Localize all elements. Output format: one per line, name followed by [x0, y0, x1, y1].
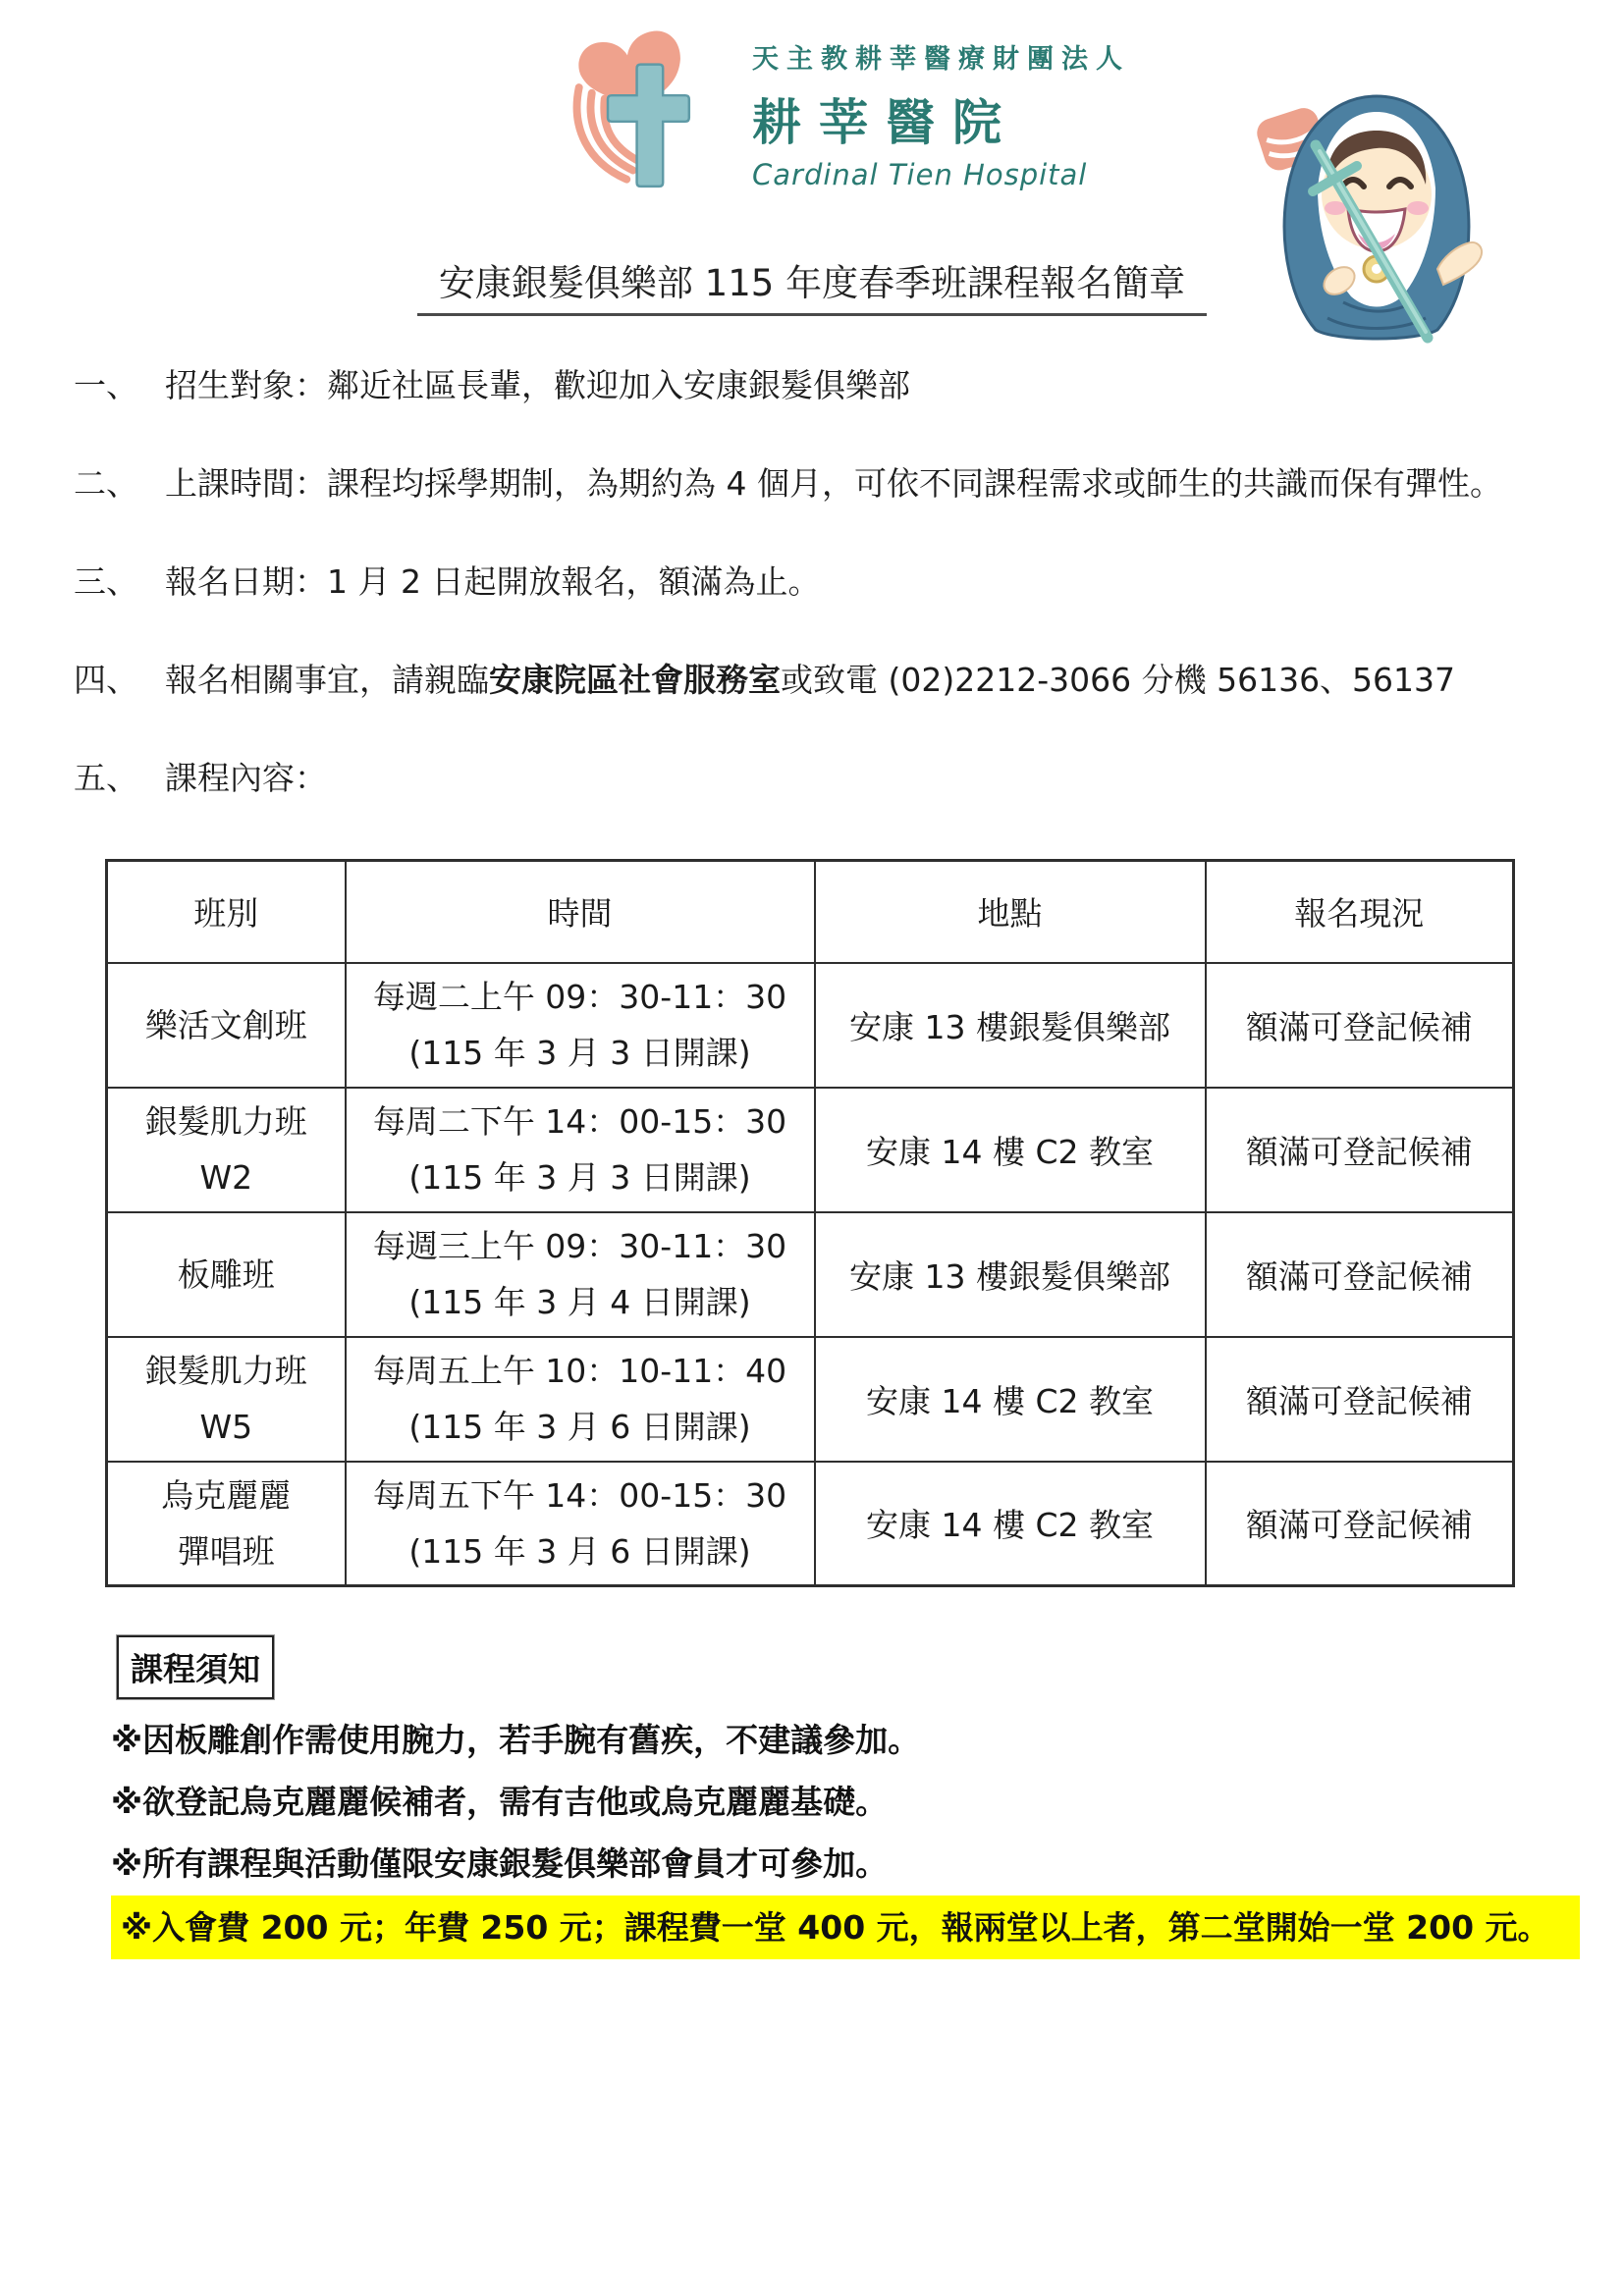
- table-row: [107, 963, 1514, 1088]
- column-header-location: 地點: [815, 861, 1206, 963]
- time-cell: 每周五上午 10：10-11：40 (115 年 3 月 6 日開課): [346, 1337, 815, 1462]
- location-cell: 安康 13 樓銀髮俱樂部: [815, 963, 1206, 1088]
- time-cell: 每週三上午 09：30-11：30 (115 年 3 月 4 日開課): [346, 1212, 815, 1337]
- org-foundation-name: 天主教耕莘醫療財團法人: [752, 44, 1130, 75]
- fee-highlight: ※入會費 200 元；年費 250 元；課程費一堂 400 元，報兩堂以上者，第二堂開始一堂 200 元。: [111, 1896, 1580, 1959]
- item-number: 四、: [74, 660, 138, 699]
- item-number: 二、: [74, 463, 138, 503]
- column-header-time: 時間: [346, 861, 815, 963]
- item-text: 報名日期：1 月 2 日起開放報名，額滿為止。: [165, 561, 821, 601]
- note-line: ※因板雕創作需使用腕力，若手腕有舊疾，不建議參加。: [111, 1721, 921, 1759]
- info-list: [74, 365, 1605, 855]
- bold-office-name: 安康院區社會服務室: [489, 660, 781, 699]
- item-number: 三、: [74, 561, 138, 601]
- status-cell: 額滿可登記候補: [1206, 1462, 1514, 1586]
- table-header-row: [107, 861, 1514, 963]
- status-cell: 額滿可登記候補: [1206, 963, 1514, 1088]
- time-cell: 每週二上午 09：30-11：30 (115 年 3 月 3 日開課): [346, 963, 815, 1088]
- item-text: 上課時間：課程均採學期制，為期約為 4 個月，可依不同課程需求或師生的共識而保有彈性。: [165, 463, 1502, 503]
- time-cell: 每周二下午 14：00-15：30 (115 年 3 月 3 日開課): [346, 1088, 815, 1212]
- list-item: [74, 660, 1605, 702]
- item-text: 招生對象：鄰近社區長輩，歡迎加入安康銀髮俱樂部: [165, 366, 910, 404]
- course-notes: [111, 1635, 1586, 1959]
- org-english-name: Cardinal Tien Hospital: [752, 158, 1088, 191]
- org-hospital-name: 耕莘醫院: [752, 94, 1019, 151]
- list-item: [74, 758, 1605, 800]
- status-cell: 額滿可登記候補: [1206, 1088, 1514, 1212]
- hospital-logo: [538, 26, 1130, 192]
- status-cell: 額滿可登記候補: [1206, 1212, 1514, 1337]
- item-number: 一、: [74, 366, 138, 404]
- column-header-class: 班別: [107, 861, 346, 963]
- table-row: [107, 1212, 1514, 1337]
- location-cell: 安康 14 樓 C2 教室: [815, 1337, 1206, 1462]
- time-cell: 每周五下午 14：00-15：30 (115 年 3 月 6 日開課): [346, 1462, 815, 1586]
- location-cell: 安康 14 樓 C2 教室: [815, 1088, 1206, 1212]
- hospital-logo-text: [752, 26, 1130, 191]
- course-table: [105, 859, 1515, 1587]
- location-cell: 安康 13 樓銀髮俱樂部: [815, 1212, 1206, 1337]
- column-header-status: 報名現況: [1206, 861, 1514, 963]
- list-item: [74, 365, 1605, 407]
- list-item: [74, 463, 1605, 506]
- class-name-cell: 樂活文創班: [107, 963, 346, 1088]
- notes-box-title: 課程須知: [117, 1635, 274, 1699]
- class-name-cell: 烏克麗麗 彈唱班: [107, 1462, 346, 1586]
- note-line: ※所有課程與活動僅限安康銀髮俱樂部會員才可參加。: [111, 1844, 889, 1884]
- page-title: 安康銀髮俱樂部 115 年度春季班課程報名簡章: [0, 253, 1624, 316]
- status-cell: 額滿可登記候補: [1206, 1337, 1514, 1462]
- table-row: [107, 1462, 1514, 1586]
- class-name-cell: 銀髮肌力班 W2: [107, 1088, 346, 1212]
- location-cell: 安康 14 樓 C2 教室: [815, 1462, 1206, 1586]
- item-number: 五、: [74, 758, 138, 797]
- list-item: [74, 561, 1605, 604]
- item-text: 報名相關事宜，請親臨安康院區社會服務室或致電 (02)2212-3066 分機 56136、56137: [165, 660, 1456, 699]
- class-name-cell: 銀髮肌力班 W5: [107, 1337, 346, 1462]
- heart-swoosh-cross-icon: [538, 26, 746, 192]
- class-name-cell: 板雕班: [107, 1212, 346, 1337]
- table-row: [107, 1088, 1514, 1212]
- table-row: [107, 1337, 1514, 1462]
- note-line: ※欲登記烏克麗麗候補者，需有吉他或烏克麗麗基礎。: [111, 1783, 889, 1822]
- item-text: 課程內容：: [165, 758, 327, 797]
